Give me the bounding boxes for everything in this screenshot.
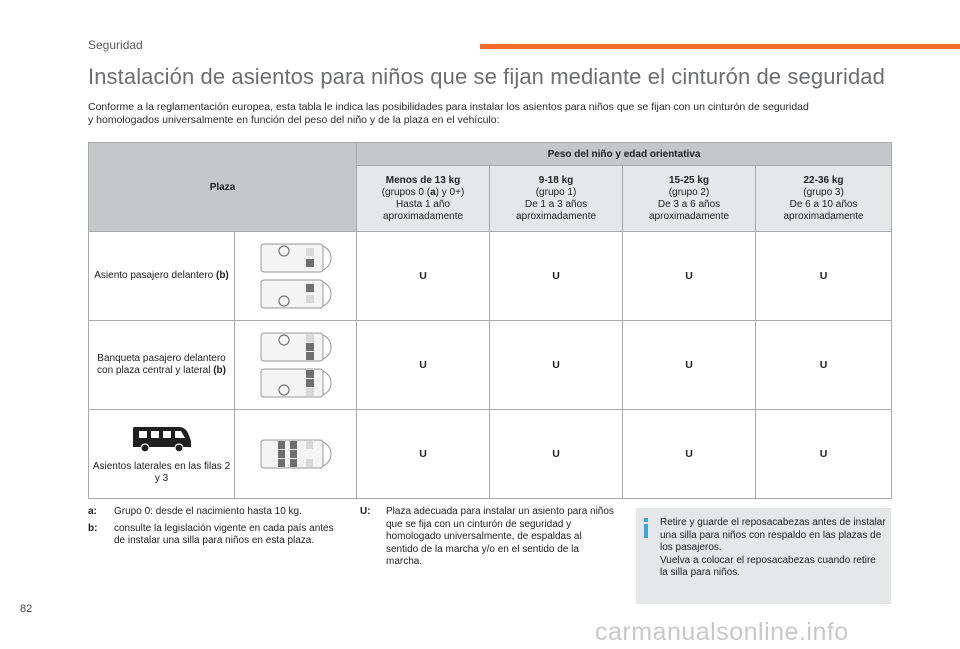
footnote-key: a: <box>88 506 97 517</box>
page-title: Instalación de asientos para niños que se fijan mediante el cinturón de seguridad <box>88 64 885 89</box>
page-number: 82 <box>20 603 33 615</box>
group-label: (grupo 2) <box>668 186 710 198</box>
footnote-a <box>88 506 338 519</box>
group-age: Hasta 1 año <box>396 198 450 210</box>
weight-header: Peso del niño y edad orientativa <box>357 143 892 166</box>
seat-position-label: Banqueta pasajero delantero con plaza central y lateral (b) <box>89 321 235 410</box>
intro-line-2: y homologados universalmente en función del peso del niño y de la plaza en el vehículo: <box>88 114 500 126</box>
seat-diagram <box>235 410 357 499</box>
footnotes-left <box>88 506 338 552</box>
group-header <box>623 166 756 232</box>
suitability-cell: U <box>756 321 892 410</box>
table-row <box>89 232 892 321</box>
table-row <box>89 321 892 410</box>
group-header <box>357 166 490 232</box>
footnote-u <box>360 506 615 569</box>
seat-diagram <box>235 321 357 410</box>
child-seat-table <box>88 142 892 499</box>
footnotes-middle <box>360 506 615 573</box>
suitability-cell: U <box>357 232 490 321</box>
footnote-key: U: <box>360 506 371 517</box>
van-top-view-icon <box>260 366 332 400</box>
group-approx: aproximadamente <box>382 210 464 222</box>
footnote-text: consulte la legislación vigente en cada país antes de instalar una silla para niños en esta plaza. <box>114 522 334 546</box>
suitability-cell: U <box>490 321 623 410</box>
section-label: Seguridad <box>88 38 143 52</box>
intro-line-1: Conforme a la reglamentación europea, esta tabla le indica las posibilidades para instalar los asientos para niños que se fijan con un cinturón de seguridad <box>88 101 809 113</box>
group-approx: aproximadamente <box>648 210 730 222</box>
seat-position-text: Asientos laterales en las filas 2 y 3 <box>92 460 231 484</box>
group-weight: 22-36 kg <box>803 174 844 186</box>
van-top-view-icon <box>260 437 332 471</box>
group-header <box>490 166 623 232</box>
table-row <box>89 410 892 499</box>
suitability-cell: U <box>756 232 892 321</box>
group-label: (grupos 0 (a) y 0+) <box>381 186 465 198</box>
group-approx: aproximadamente <box>783 210 864 222</box>
suitability-cell: U <box>490 410 623 499</box>
info-line-1: Retire y guarde el reposacabezas antes de instalar una silla para niños con respaldo en las plazas de los pasajeros. <box>660 517 886 553</box>
footnote-text: Grupo 0: desde el nacimiento hasta 10 kg. <box>114 506 302 517</box>
info-icon <box>644 518 648 538</box>
group-approx: aproximadamente <box>515 210 597 222</box>
footnote-key: b: <box>88 522 98 534</box>
suitability-cell: U <box>623 321 756 410</box>
info-text <box>660 517 886 580</box>
suitability-cell: U <box>623 410 756 499</box>
group-label: (grupo 1) <box>535 186 577 198</box>
group-label: (grupo 3) <box>803 186 844 198</box>
suitability-cell: U <box>357 410 490 499</box>
info-box <box>636 508 891 604</box>
van-top-view-icon <box>260 241 332 275</box>
group-weight: 15-25 kg <box>669 174 710 186</box>
seat-diagram <box>235 232 357 321</box>
group-header <box>756 166 892 232</box>
group-age: De 6 a 10 años <box>789 198 858 210</box>
suitability-cell: U <box>357 321 490 410</box>
header-accent-bar <box>480 44 960 49</box>
group-weight: 9-18 kg <box>538 174 574 186</box>
group-age: De 1 a 3 años <box>524 198 588 210</box>
van-top-view-icon <box>260 330 332 364</box>
info-line-2: Vuelva a colocar el reposacabezas cuando retire la silla para niños. <box>660 554 876 578</box>
seat-position-label <box>89 410 235 499</box>
intro-text <box>88 101 888 127</box>
van-top-view-icon <box>260 277 332 311</box>
suitability-cell: U <box>756 410 892 499</box>
footnote-text: Plaza adecuada para instalar un asiento para niños que se fija con un cinturón de seguridad y homologado universalmente, de espaldas al sentido de la marcha y/o en el sentido de la marcha. <box>386 506 614 567</box>
suitability-cell: U <box>490 232 623 321</box>
minibus-icon <box>131 423 193 453</box>
group-age: De 3 a 6 años <box>657 198 721 210</box>
group-weight: Menos de 13 kg <box>385 174 461 186</box>
seat-position-label: Asiento pasajero delantero (b) <box>89 232 235 321</box>
watermark: carmanualsonline.info <box>595 618 849 646</box>
plaza-header: Plaza <box>89 143 357 232</box>
suitability-cell: U <box>623 232 756 321</box>
footnote-b <box>88 523 338 548</box>
